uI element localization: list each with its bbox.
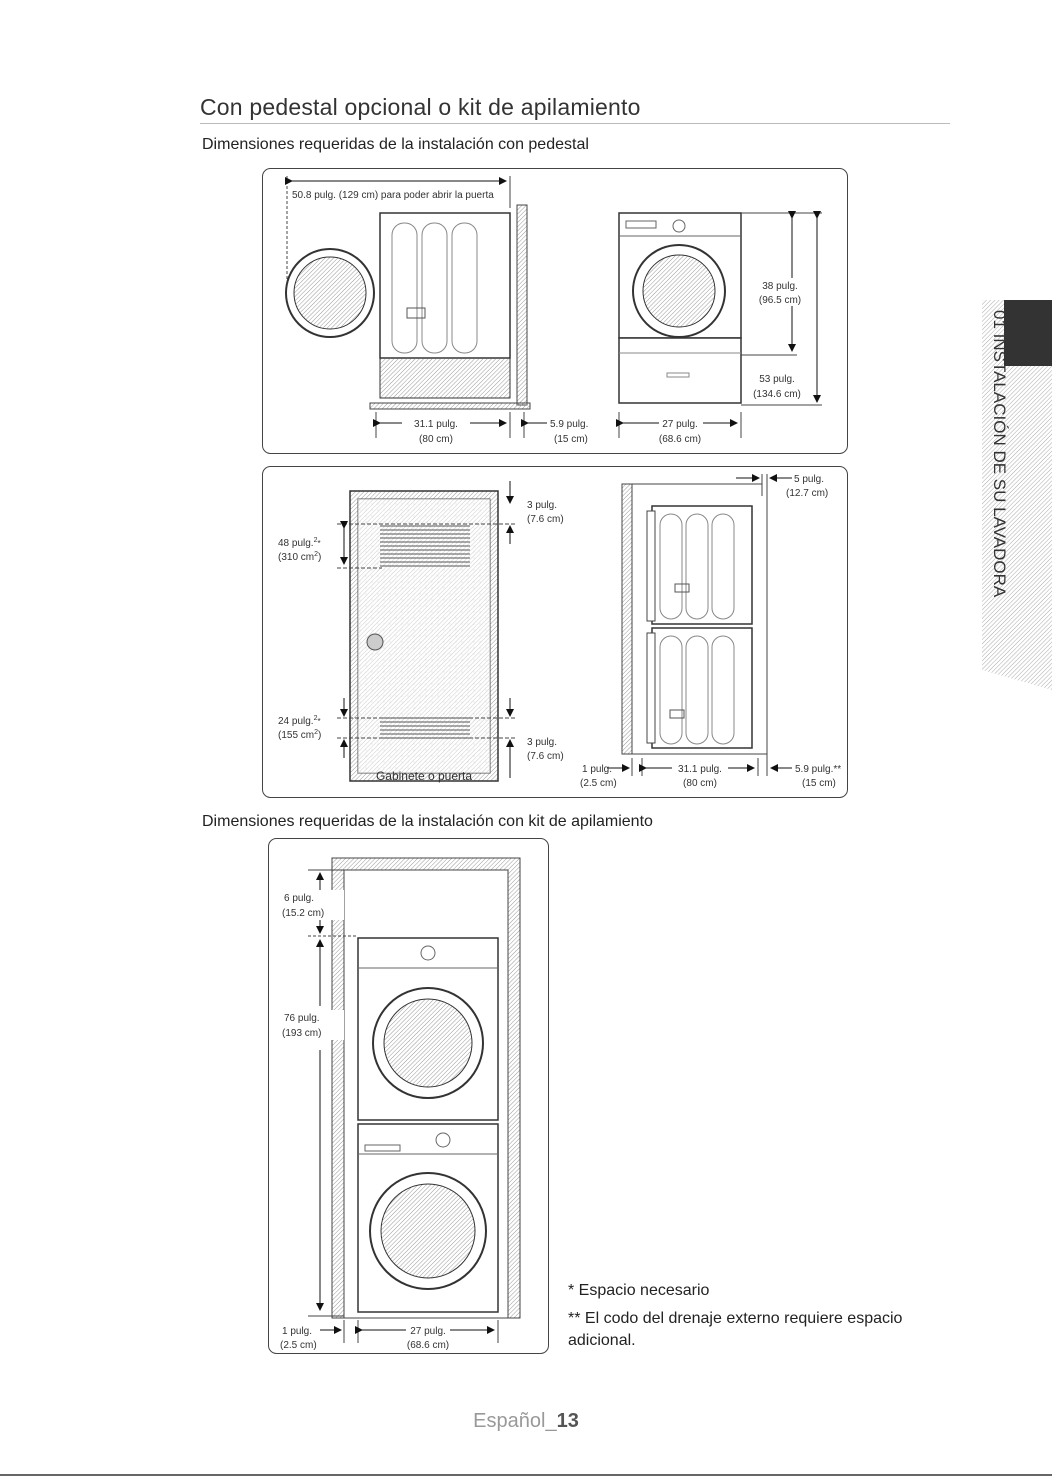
top-gap-in-label: 3 pulg. bbox=[527, 500, 558, 511]
side-gap-cm-label: (2.5 cm) bbox=[280, 1340, 317, 1351]
left-gap-cm-label: (2.5 cm) bbox=[580, 778, 617, 789]
bottom-gap-in-label: 3 pulg. bbox=[527, 737, 558, 748]
washer-height-in-label: 38 pulg. bbox=[762, 281, 798, 292]
top-gap-cm-label: (7.6 cm) bbox=[527, 514, 564, 525]
rear-clearance-in-label: 5.9 pulg. bbox=[550, 419, 589, 430]
vent-top-cm-label: (310 $cm^2$) bbox=[278, 551, 322, 563]
stacked-side-view bbox=[622, 474, 767, 776]
stacking-kit-diagram bbox=[268, 838, 550, 1356]
footnotes bbox=[568, 1280, 948, 1352]
footer-language: Español bbox=[473, 1410, 546, 1432]
bottom-rule bbox=[0, 1474, 1052, 1476]
footnote-drain-elbow: ** El codo del drenaje externo requiere espacio adicional. bbox=[568, 1310, 903, 1349]
depth-in-label: 31.1 pulg. bbox=[414, 419, 458, 430]
subtitle-stacking-kit: Dimensiones requeridas de la instalación con kit de apilamiento bbox=[202, 813, 653, 830]
footer-separator: _ bbox=[545, 1410, 557, 1432]
tab-marker bbox=[1004, 300, 1052, 366]
title-divider bbox=[200, 123, 950, 124]
pedestal-diagram bbox=[262, 168, 848, 456]
width-in-label: 27 pulg. bbox=[662, 419, 698, 430]
width-in-label: 27 pulg. bbox=[410, 1326, 446, 1337]
vent-bottom-cm-label: (155 $cm^2$) bbox=[278, 729, 322, 741]
top-gap-cm-label: (15.2 cm) bbox=[282, 908, 325, 919]
vent-top-in-label: 48 pulg.$^2_*$ bbox=[278, 537, 321, 549]
washer-side-view bbox=[286, 176, 530, 409]
subtitle-pedestal: Dimensiones requeridas de la instalación con pedestal bbox=[202, 136, 589, 153]
page-footer bbox=[0, 1410, 1052, 1433]
bottom-gap-cm-label: (7.6 cm) bbox=[527, 751, 564, 762]
cabinet-clearance-diagram bbox=[262, 466, 848, 800]
rear-clearance-cm-label: (15 cm) bbox=[554, 434, 588, 445]
top-gap-in-label: 6 pulg. bbox=[284, 893, 315, 904]
chapter-label: 01 INSTALACIÓN DE SU LAVADORA bbox=[990, 310, 1009, 598]
stacked-units-front bbox=[358, 938, 498, 1312]
door-clearance-label: 50.8 pulg. (129 cm) para poder abrir la puerta bbox=[292, 190, 494, 201]
section-title: Con pedestal opcional o kit de apilamiento bbox=[200, 94, 641, 120]
side-top-cm-label: (12.7 cm) bbox=[786, 488, 829, 499]
door-caption: Gabinete o puerta bbox=[375, 769, 473, 783]
washer-height-cm-label: (96.5 cm) bbox=[758, 295, 802, 306]
page-number: 13 bbox=[556, 1410, 579, 1432]
side-gap-in-label: 1 pulg. bbox=[282, 1326, 313, 1337]
chapter-side-tab bbox=[982, 300, 1052, 690]
left-gap-in-label: 1 pulg. bbox=[582, 764, 613, 775]
width-cm-label: (68.6 cm) bbox=[658, 434, 702, 445]
total-height-in-label: 53 pulg. bbox=[759, 374, 795, 385]
stack-depth-in-label: 31.1 pulg. bbox=[678, 764, 722, 775]
vent-bottom-in-label: 24 pulg.$^2_*$ bbox=[278, 715, 321, 727]
stack-rear-cm-label: (15 cm) bbox=[802, 778, 836, 789]
depth-cm-label: (80 cm) bbox=[419, 434, 453, 445]
total-height-cm-label: (193 cm) bbox=[282, 1028, 322, 1039]
total-height-cm-label: (134.6 cm) bbox=[753, 389, 801, 400]
stack-depth-cm-label: (80 cm) bbox=[683, 778, 717, 789]
footnote-required-space: * Espacio necesario bbox=[568, 1282, 710, 1299]
side-top-in-label: 5 pulg. bbox=[794, 474, 825, 485]
width-cm-label: (68.6 cm) bbox=[406, 1340, 450, 1351]
total-height-in-label: 76 pulg. bbox=[284, 1013, 320, 1024]
stack-rear-in-label: 5.9 pulg.** bbox=[795, 764, 842, 775]
